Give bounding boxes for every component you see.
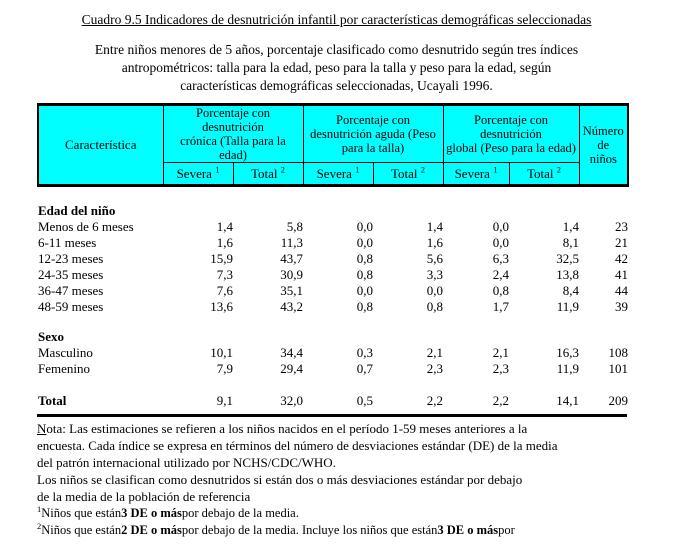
table-row <box>38 345 628 361</box>
footnote-text: Niños que están <box>41 523 122 537</box>
cell-value: 1,6 <box>216 235 233 250</box>
cell-value: 1,7 <box>492 299 510 314</box>
cell-value: 1,6 <box>426 235 444 250</box>
note-line: Los niños se clasifican como desnutridos si están dos o más desviaciones estándar por debajo <box>37 472 523 487</box>
cell-value: 7,6 <box>216 283 233 298</box>
cell-label: Femenino <box>38 361 90 376</box>
subtitle-line: antropométricos: talla para la edad, peso para la talla y peso para la edad, según <box>121 60 552 75</box>
cell-value: 30,9 <box>280 267 303 282</box>
cell-value: 10,1 <box>210 345 233 360</box>
cell-value: 1,4 <box>562 219 580 234</box>
table-title <box>0 12 673 28</box>
spacer-row <box>38 315 628 327</box>
col-header-numero-ninos <box>579 105 628 186</box>
cell-value: 0,8 <box>426 299 444 314</box>
cell-value: 2,1 <box>492 345 510 360</box>
section-row-sexo <box>38 327 628 345</box>
cell-label: Masculino <box>38 345 93 360</box>
cell-value: 0,8 <box>356 299 373 314</box>
numero-line: niños <box>589 152 617 166</box>
section-label: Sexo <box>38 329 64 344</box>
cell-value: 16,3 <box>556 345 580 360</box>
cell-value: 41 <box>615 267 629 282</box>
cell-value: 6,3 <box>492 251 510 266</box>
cell-value: 23 <box>615 219 629 234</box>
footnote-bold: 2 DE o más <box>121 523 182 537</box>
footnote-ref-2: 2 <box>420 164 426 175</box>
col-group-desnutricion-global <box>443 105 579 163</box>
col-header-severa-global <box>443 163 509 186</box>
cell-value: 8,4 <box>562 283 580 298</box>
cell-value: 13,6 <box>210 299 233 314</box>
cell-value: 42 <box>615 251 629 266</box>
cell-value: 5,6 <box>426 251 444 266</box>
table-row <box>38 361 628 377</box>
section-row-edad <box>38 201 628 219</box>
cell-value: 11,9 <box>556 299 580 314</box>
cell-value: 2,2 <box>492 393 510 408</box>
cell-value: 5,8 <box>286 219 303 234</box>
cell-value: 1,4 <box>426 219 444 234</box>
table-row <box>38 283 628 299</box>
note-text: Las estimaciones se refieren a los niños nacidos en el período 1-59 meses anteriores a la <box>69 421 528 436</box>
col-header-total-global <box>509 163 579 186</box>
group-title-line: Porcentaje con desnutrición <box>474 113 548 141</box>
table-notes <box>37 420 647 539</box>
cell-value: 34,4 <box>280 345 303 360</box>
footnote-text: por debajo de la media. <box>181 506 299 520</box>
cell-label: 6-11 meses <box>38 235 97 250</box>
sub-label: Total <box>250 165 278 181</box>
note-line: del patrón internacional utilizado por NCHS/CDC/WHO. <box>37 455 336 470</box>
total-row <box>38 391 628 409</box>
footnote-bold: 3 DE o más <box>437 523 499 537</box>
group-title-line: global (Peso para la edad) <box>446 141 576 155</box>
cell-value: 0,0 <box>426 283 444 298</box>
cell-value: 29,4 <box>280 361 303 376</box>
table-title-text: Cuadro 9.5 Indicadores de desnutrición infantil por características demográficas seleccionadas <box>81 12 592 27</box>
cell-value: 0,0 <box>492 235 510 250</box>
footnote-ref-1: 1 <box>493 164 498 175</box>
footnote-ref-2: 2 <box>280 164 286 175</box>
footnote-ref-1: 1 <box>355 164 360 175</box>
cell-value: 2,2 <box>426 393 444 408</box>
subtitle-line: características demográficas seleccionadas, Ucayali 1996. <box>180 78 493 93</box>
cell-value: 1,4 <box>216 219 233 234</box>
nota-label-rest: ota: <box>46 421 70 436</box>
table-subtitle <box>0 41 673 95</box>
footnote-marker: 1 <box>37 503 42 514</box>
nota-label-initial: N <box>37 421 47 436</box>
footnote-text: por debajo de la media. Incluye los niños que están <box>181 523 438 537</box>
cell-value: 108 <box>608 345 629 360</box>
col-group-desnutricion-aguda <box>303 105 443 163</box>
col-header-total-aguda <box>373 163 443 186</box>
table-body <box>38 186 628 410</box>
cell-label: Menos de 6 meses <box>38 219 134 234</box>
cell-value: 101 <box>608 361 629 376</box>
note-line: de la media de la población de referencia <box>37 489 251 504</box>
group-title-line: Porcentaje con desnutrición <box>196 106 270 134</box>
sub-label: Severa <box>176 165 212 181</box>
cell-value: 44 <box>615 283 629 298</box>
cell-value: 39 <box>615 299 629 314</box>
spacer-row <box>38 186 628 202</box>
cell-value: 14,1 <box>556 393 580 408</box>
cell-value: 2,3 <box>492 361 510 376</box>
cell-value: 11,9 <box>556 361 580 376</box>
cell-value: 209 <box>608 393 629 408</box>
col-header-total-cronica <box>233 163 303 186</box>
cell-value: 32,5 <box>556 251 580 266</box>
col-header-severa-cronica <box>163 163 233 186</box>
cell-value: 0,0 <box>356 235 373 250</box>
cell-value: 7,3 <box>216 267 233 282</box>
table-row <box>38 299 628 315</box>
cell-label: 36-47 meses <box>38 283 104 298</box>
cell-value: 13,8 <box>556 267 580 282</box>
sub-label: Severa <box>454 165 490 181</box>
cell-value: 35,1 <box>280 283 303 298</box>
table-row <box>38 235 628 251</box>
cell-value: 15,9 <box>210 251 233 266</box>
cell-value: 43,2 <box>280 299 303 314</box>
numero-line: de <box>597 138 610 152</box>
footnote-text: por <box>498 523 515 537</box>
cell-value: 0,8 <box>492 283 510 298</box>
cell-value: 8,1 <box>562 235 580 250</box>
cell-value: 0,0 <box>492 219 510 234</box>
group-title-line: Porcentaje con <box>336 113 410 127</box>
subtitle-line: Entre niños menores de 5 años, porcentaje clasificado como desnutrido según tres índices <box>94 42 579 57</box>
footnote-ref-1: 1 <box>215 164 220 175</box>
cell-value: 0,3 <box>356 345 373 360</box>
col-header-caracteristica: Característica <box>38 105 163 186</box>
sub-label: Total <box>527 165 554 181</box>
cell-value: 32,0 <box>280 393 303 408</box>
cell-value: 0,5 <box>356 393 373 408</box>
header-group-row <box>38 105 628 163</box>
footnote-text: Niños que están <box>41 506 122 520</box>
numero-line: Número <box>582 124 624 138</box>
group-title-line: para la talla) <box>341 141 405 155</box>
note-line: encuesta. Cada índice se expresa en términos del número de desviaciones estándar (DE) de la media <box>37 438 558 453</box>
cell-value: 0,7 <box>356 361 373 376</box>
cell-value: 2,3 <box>426 361 444 376</box>
cell-label: 24-35 meses <box>38 267 104 282</box>
cell-label: 12-23 meses <box>38 251 104 266</box>
indicators-table <box>37 103 629 409</box>
footnote-1 <box>37 505 647 522</box>
footnote-marker: 2 <box>37 520 42 531</box>
cell-value: 0,0 <box>356 219 373 234</box>
section-label: Edad del niño <box>38 203 116 218</box>
table-row <box>38 251 628 267</box>
group-title-line: desnutrición aguda (Peso <box>310 127 436 141</box>
table-row <box>38 267 628 283</box>
table-header <box>38 105 628 186</box>
cell-value: 9,1 <box>216 393 233 408</box>
cell-value: 2,1 <box>426 345 444 360</box>
spacer-row <box>38 377 628 391</box>
cell-value: 43,7 <box>280 251 303 266</box>
cell-value: 21 <box>615 235 629 250</box>
note-line <box>37 420 647 437</box>
cell-value: 0,0 <box>356 283 373 298</box>
col-group-desnutricion-cronica <box>163 105 303 163</box>
cell-value: 7,9 <box>216 361 233 376</box>
cell-value: 0,8 <box>356 267 373 282</box>
cell-value: 0,8 <box>356 251 373 266</box>
cell-label: Total <box>38 393 67 408</box>
footnote-bold: 3 DE o más <box>121 506 182 520</box>
cell-label: 48-59 meses <box>38 299 104 314</box>
cell-value: 3,3 <box>426 267 444 282</box>
cell-value: 11,3 <box>280 235 303 250</box>
footnote-2 <box>37 522 647 539</box>
footnote-ref-2: 2 <box>556 164 562 175</box>
cell-value: 2,4 <box>492 267 510 282</box>
group-title-line: crónica (Talla para la edad) <box>180 134 286 162</box>
table-bottom-rule <box>37 414 627 417</box>
table-row <box>38 219 628 235</box>
sub-label: Severa <box>316 165 352 181</box>
sub-label: Total <box>390 165 418 181</box>
col-header-severa-aguda <box>303 163 373 186</box>
